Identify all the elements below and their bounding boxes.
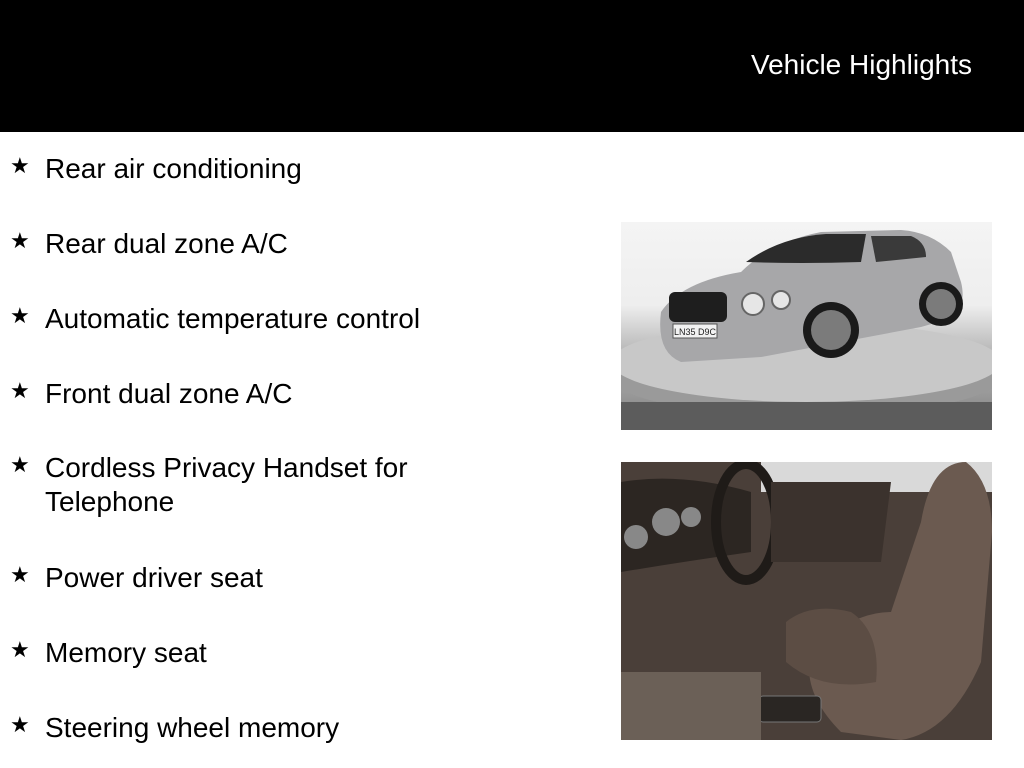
page-title: Vehicle Highlights <box>750 49 972 80</box>
star-icon: ★ <box>10 379 30 404</box>
star-icon: ★ <box>10 563 30 588</box>
highlight-label: Cordless Privacy Handset for Telephone <box>45 452 408 517</box>
car-exterior-illustration <box>621 222 992 430</box>
highlight-label: Steering wheel memory <box>45 712 340 743</box>
star-icon: ★ <box>10 713 30 738</box>
car-interior-illustration <box>621 462 992 740</box>
star-icon: ★ <box>10 638 30 663</box>
exterior-photo <box>621 222 992 430</box>
interior-photo <box>621 462 992 740</box>
star-icon: ★ <box>10 229 30 254</box>
header-bar <box>0 0 1024 132</box>
highlight-label: Rear dual zone A/C <box>45 228 288 259</box>
highlight-label: Front dual zone A/C <box>45 378 293 409</box>
star-icon: ★ <box>10 453 30 478</box>
highlight-label: Power driver seat <box>45 562 263 593</box>
highlight-label: Rear air conditioning <box>45 153 302 184</box>
star-icon: ★ <box>10 154 30 179</box>
highlight-label: Automatic temperature control <box>45 303 421 334</box>
highlight-label: Memory seat <box>45 637 207 668</box>
star-icon: ★ <box>10 304 30 329</box>
license-plate-text: LN35 D9C <box>673 327 717 337</box>
